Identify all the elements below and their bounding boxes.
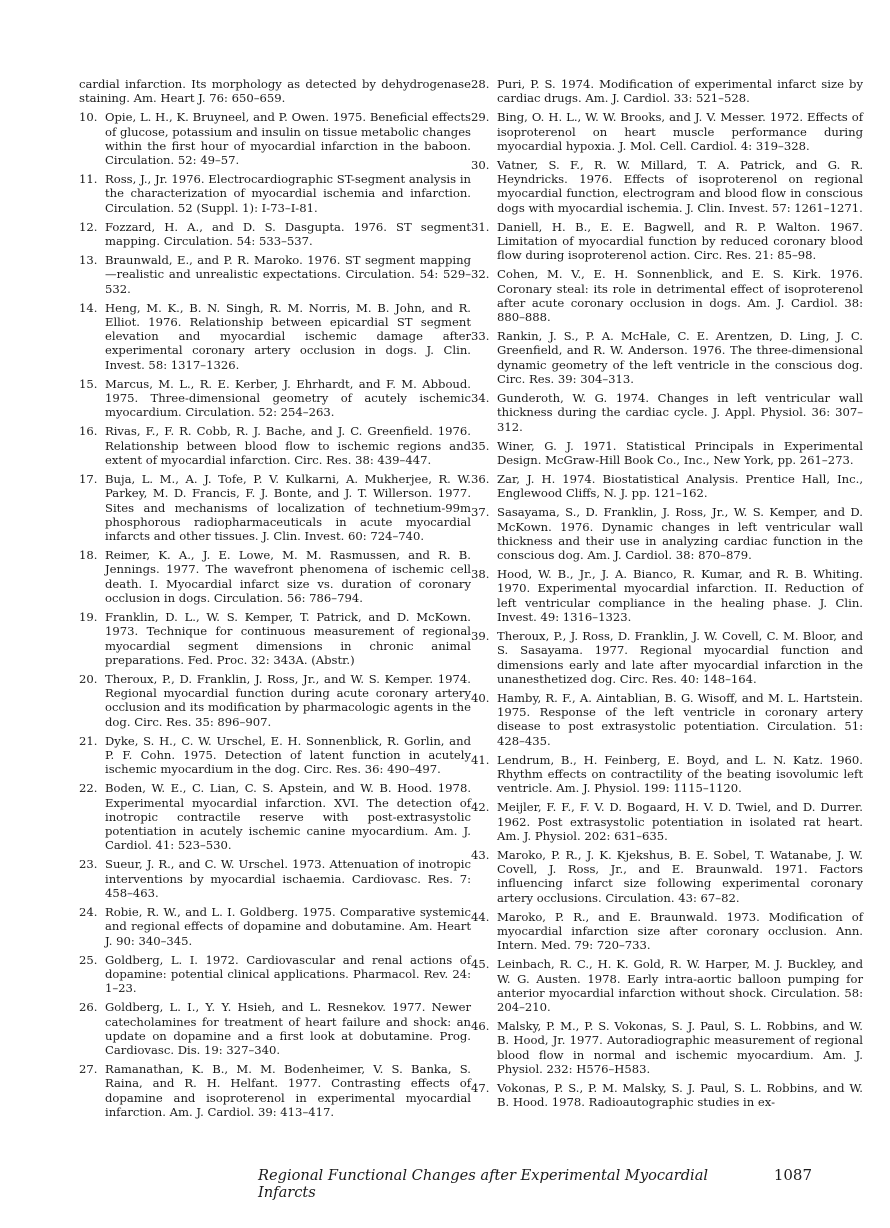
reference-number: 16. <box>79 424 98 439</box>
reference-item <box>471 629 863 686</box>
reference-item <box>471 77 863 106</box>
reference-number: 21. <box>79 733 98 748</box>
reference-number: 17. <box>79 471 98 486</box>
reference-number: 41. <box>471 752 490 767</box>
reference-text: Franklin, D. L., W. S. Kemper, T. Patrick, and D. McKown. 1973. Technique for continuous measurement of regional myocardial segment dimensions in chronic animal preparations. Fed. Proc. 32: 343A. (Abstr.) <box>105 609 471 667</box>
reference-item <box>471 753 863 796</box>
reference-number: 34. <box>471 391 490 406</box>
reference-item <box>79 253 471 296</box>
reference-text: Fozzard, H. A., and D. S. Dasgupta. 1976. ST segment mapping. Circulation. 54: 533–537. <box>105 219 471 249</box>
reference-number: 46. <box>471 1019 490 1034</box>
reference-item <box>471 800 863 843</box>
reference-number: 47. <box>471 1081 490 1096</box>
reference-text: Cohen, M. V., E. H. Sonnenblick, and E. S. Kirk. 1976. Coronary steal: its role in detrimental effect of isoproterenol after acute coronary occlusion in dogs. Am. J. Cardiol. 38: 880–888. <box>497 267 863 325</box>
reference-number: 37. <box>471 505 490 520</box>
reference-number: 43. <box>471 847 490 862</box>
reference-item <box>79 905 471 948</box>
reference-item <box>79 953 471 996</box>
reference-text: Rivas, F., F. R. Cobb, R. J. Bache, and J. C. Greenfield. 1976. Relationship between blood flow to ischemic regions and extent of myocardial infarction. Circ. Res. 38: 439–447. <box>105 424 471 467</box>
reference-text: Sueur, J. R., and C. W. Urschel. 1973. Attenuation of inotropic interventions by myocardial ischaemia. Cardiovasc. Res. 7: 458–463. <box>105 857 471 901</box>
reference-item <box>79 1062 471 1119</box>
reference-item <box>471 391 863 434</box>
reference-number: 22. <box>79 781 98 796</box>
reference-item <box>79 472 471 543</box>
reference-item <box>471 220 863 263</box>
reference-number: 12. <box>79 219 98 234</box>
reference-text: Goldberg, L. I. 1972. Cardiovascular and renal actions of dopamine: potential clinical applications. Pharmacol. Rev. 24: 1–23. <box>105 952 471 996</box>
reference-number: 44. <box>471 909 490 924</box>
reference-number: 24. <box>79 905 98 920</box>
reference-item <box>471 267 863 324</box>
reference-item <box>79 734 471 777</box>
reference-number: 26. <box>79 1000 98 1015</box>
reference-number: 28. <box>471 77 490 91</box>
page-number: 1087 <box>773 1166 812 1184</box>
reference-text: Leinbach, R. C., H. K. Gold, R. W. Harper, M. J. Buckley, and W. G. Austen. 1978. Early intra-aortic balloon pumping for anterior myocardial infarction without shock. Circulation. 58: 204–210. <box>497 957 863 1015</box>
references-right-column <box>471 77 863 1114</box>
reference-number: 45. <box>471 957 490 972</box>
reference-item <box>471 848 863 905</box>
reference-item <box>471 329 863 386</box>
reference-number: 36. <box>471 471 490 486</box>
reference-number: 19. <box>79 609 98 624</box>
reference-text: Marcus, M. L., R. E. Kerber, J. Ehrhardt, and F. M. Abboud. 1975. Three-dimensional geometry of acutely ischemic myocardium. Circulation. 52: 254–263. <box>105 376 471 420</box>
reference-text: Ross, J., Jr. 1976. Electrocardiographic ST-segment analysis in the characterization of myocardial ischemia and infarction. Circulation. 52 (Suppl. 1): I-73–I-81. <box>105 172 471 215</box>
reference-item <box>471 567 863 624</box>
reference-number: 30. <box>471 157 490 172</box>
running-title: Regional Functional Changes after Experimental Myocardial Infarcts <box>258 1167 709 1201</box>
reference-text: Lendrum, B., H. Feinberg, E. Boyd, and L. N. Katz. 1960. Rhythm effects on contractility of the beating isovolumic left ventricle. Am. J. Physiol. 199: 1115–1120. <box>497 752 863 796</box>
reference-item <box>79 220 471 249</box>
reference-item <box>471 472 863 501</box>
reference-text: Theroux, P., D. Franklin, J. Ross, Jr., and W. S. Kemper. 1974. Regional myocardial function during acute coronary artery occlusion and its modification by pharmacologic agents in the dog. Circ. Res. 35: 896–907. <box>105 671 471 729</box>
reference-number: 10. <box>79 110 98 125</box>
reference-number: 32. <box>471 267 490 282</box>
references-left-column <box>79 77 471 1124</box>
reference-text: Maroko, P. R., and E. Braunwald. 1973. Modification of myocardial infarction size after coronary occlusion. Ann. Intern. Med. 79: 720–733. <box>497 909 863 953</box>
reference-text: Hood, W. B., Jr., J. A. Bianco, R. Kumar, and R. B. Whiting. 1970. Experimental myocardial infarction. II. Reduction of left ventricular compliance in the healing phase. J. Clin. Invest. 49: 1316–1323. <box>497 567 863 624</box>
reference-item <box>471 439 863 468</box>
reference-text: Maroko, P. R., J. K. Kjekshus, B. E. Sobel, T. Watanabe, J. W. Covell, J. Ross, Jr., and E. Braunwald. 1971. Factors influencing infarct size following experimental coronary artery occlusions. Circulation. 43: 67–82. <box>497 847 863 905</box>
reference-number: 20. <box>79 671 98 686</box>
reference-item <box>79 301 471 372</box>
reference-item <box>471 957 863 1014</box>
reference-text: Rankin, J. S., P. A. McHale, C. E. Arentzen, D. Ling, J. C. Greenfield, and R. W. Anderson. 1976. The three-dimensional dynamic geometry of the left ventricle in the conscious dog. Circ. Res. 39: 304–313. <box>497 329 863 387</box>
reference-item <box>79 110 471 167</box>
reference-item <box>79 77 471 106</box>
page-footer <box>258 1166 812 1201</box>
reference-number: 29. <box>471 110 490 125</box>
reference-number: 14. <box>79 300 98 315</box>
reference-number: 23. <box>79 857 98 872</box>
reference-item <box>79 672 471 729</box>
reference-item <box>79 377 471 420</box>
reference-text: Buja, L. M., A. J. Tofe, P. V. Kulkarni, A. Mukherjee, R. W. Parkey, M. D. Francis, F. J. Bonte, and J. T. Willerson. 1977. Sites and mechanisms of localization of technetium-99m phosphorous radiopharmaceuticals in acute myocardial infarcts and other tissues. J. Clin. Invest. 60: 724–740. <box>105 471 471 544</box>
reference-text: Boden, W. E., C. Lian, C. S. Apstein, and W. B. Hood. 1978. Experimental myocardial infarction. XVI. The detection of inotropic contractile reserve with post-extrasystolic potentiation in acutely ischemic canine myocardium. Am. J. Cardiol. 41: 523–530. <box>105 781 471 853</box>
reference-item <box>79 610 471 667</box>
reference-item <box>79 1000 471 1057</box>
reference-number: 38. <box>471 567 490 582</box>
reference-item <box>79 857 471 900</box>
reference-text: Hamby, R. F., A. Aintablian, B. G. Wisoff, and M. L. Hartstein. 1975. Response of the left ventricle in coronary artery disease to post extrasystolic potentiation. Circulation. 51: 428–435. <box>497 690 863 748</box>
reference-number: 33. <box>471 329 490 344</box>
reference-item <box>471 158 863 215</box>
reference-text: Dyke, S. H., C. W. Urschel, E. H. Sonnenblick, R. Gorlin, and P. F. Cohn. 1975. Detection of latent function in acutely ischemic myocardium in the dog. Circ. Res. 36: 490–497. <box>105 733 471 777</box>
reference-number: 25. <box>79 952 98 967</box>
reference-text: Meijler, F. F., F. V. D. Bogaard, H. V. D. Twiel, and D. Durrer. 1962. Post extrasystolic potentiation in isolated rat heart. Am. J. Physiol. 202: 631–635. <box>497 800 863 843</box>
reference-text: Gunderoth, W. G. 1974. Changes in left ventricular wall thickness during the cardiac cycle. J. Appl. Physiol. 36: 307–312. <box>497 391 863 434</box>
reference-item <box>471 1081 863 1110</box>
reference-text: Daniell, H. B., E. E. Bagwell, and R. P. Walton. 1967. Limitation of myocardial function by reduced coronary blood flow during isoproterenol action. Circ. Res. 21: 85–98. <box>497 219 863 263</box>
reference-text: Reimer, K. A., J. E. Lowe, M. M. Rasmussen, and R. B. Jennings. 1977. The wavefront phenomena of ischemic cell death. I. Myocardial infarct size vs. duration of coronary occlusion in dogs. Circulation. 56: 786–794. <box>105 548 471 605</box>
reference-text: Heng, M. K., B. N. Singh, R. M. Norris, M. B. John, and R. Elliot. 1976. Relationship between epicardial ST segment elevation and myocardial ischemic damage after experimental coronary artery occlusion in dogs. J. Clin. Invest. 58: 1317–1326. <box>105 300 471 372</box>
reference-text: Vatner, S. F., R. W. Millard, T. A. Patrick, and G. R. Heyndricks. 1976. Effects of isoproterenol on regional myocardial function, electrogram and blood flow in conscious dogs with myocardial ischemia. J. Clin. Invest. 57: 1261–1271. <box>497 157 863 215</box>
reference-number: 40. <box>471 690 490 705</box>
reference-item <box>471 110 863 153</box>
reference-text: Sasayama, S., D. Franklin, J. Ross, Jr., W. S. Kemper, and D. McKown. 1976. Dynamic changes in left ventricular wall thickness and their use in analyzing cardiac function in the conscious dog. Am. J. Cardiol. 38: 870–879. <box>497 505 863 563</box>
reference-text: Opie, L. H., K. Bruyneel, and P. Owen. 1975. Beneficial effects of glucose, potassium and insulin on tissue metabolic changes within the first hour of myocardial infarction in the baboon. Circulation. 52: 49–57. <box>105 110 471 168</box>
reference-number: 27. <box>79 1062 98 1077</box>
reference-number: 42. <box>471 800 490 815</box>
reference-text: Goldberg, L. I., Y. Y. Hsieh, and L. Resnekov. 1977. Newer catecholamines for treatment of heart failure and shock: an update on dopamine and a first look at dobutamine. Prog. Cardiovasc. Dis. 19: 327–340. <box>105 1000 471 1058</box>
reference-number: 11. <box>79 172 98 187</box>
reference-text: Bing, O. H. L., W. W. Brooks, and J. V. Messer. 1972. Effects of isoproterenol on heart muscle performance during myocardial hypoxia. J. Mol. Cell. Cardiol. 4: 319–328. <box>497 110 863 153</box>
reference-text: Zar, J. H. 1974. Biostatistical Analysis. Prentice Hall, Inc., Englewood Cliffs, N. J. pp. 121–162. <box>497 471 863 501</box>
reference-item <box>79 172 471 215</box>
reference-text: Malsky, P. M., P. S. Vokonas, S. J. Paul, S. L. Robbins, and W. B. Hood, Jr. 1977. Autoradiographic measurement of regional blood flow in normal and ischemic myocardium. Am. J. Physiol. 232: H576–H583. <box>497 1019 863 1077</box>
reference-text: Braunwald, E., and P. R. Maroko. 1976. ST segment mapping—realistic and unrealistic expectations. Circulation. 54: 529–532. <box>105 253 471 296</box>
reference-number: 13. <box>79 253 98 268</box>
reference-number: 31. <box>471 219 490 234</box>
reference-item <box>79 781 471 852</box>
reference-item <box>471 691 863 748</box>
reference-item <box>79 548 471 605</box>
reference-text: Theroux, P., J. Ross, D. Franklin, J. W. Covell, C. M. Bloor, and S. Sasayama. 1977. Regional myocardial function and dimensions early and late after myocardial infarction in the unanesthetized dog. Circ. Res. 40: 148–164. <box>497 628 863 686</box>
reference-text: Robie, R. W., and L. I. Goldberg. 1975. Comparative systemic and regional effects of dopamine and dobutamine. Am. Heart J. 90: 340–345. <box>105 905 471 948</box>
reference-number: 18. <box>79 548 98 563</box>
reference-text: Vokonas, P. S., P. M. Malsky, S. J. Paul, S. L. Robbins, and W. B. Hood. 1978. Radioautographic studies in ex- <box>497 1081 863 1110</box>
reference-text: Puri, P. S. 1974. Modification of experimental infarct size by cardiac drugs. Am. J. Cardiol. 33: 521–528. <box>497 77 863 106</box>
reference-item <box>471 505 863 562</box>
reference-item <box>79 424 471 467</box>
reference-text: cardial infarction. Its morphology as detected by dehydrogenase staining. Am. Heart J. 76: 650–659. <box>79 77 471 106</box>
reference-number: 15. <box>79 376 98 391</box>
reference-text: Ramanathan, K. B., M. M. Bodenheimer, V. S. Banka, S. Raina, and R. H. Helfant. 1977. Contrasting effects of dopamine and isoproterenol in experimental myocardial infarction. Am. J. Cardiol. 39: 413–417. <box>105 1062 471 1119</box>
reference-number: 39. <box>471 628 490 643</box>
reference-text: Winer, G. J. 1971. Statistical Principals in Experimental Design. McGraw-Hill Book Co., Inc., New York, pp. 261–273. <box>497 438 863 467</box>
reference-number: 35. <box>471 438 490 453</box>
reference-item <box>471 910 863 953</box>
reference-item <box>471 1019 863 1076</box>
